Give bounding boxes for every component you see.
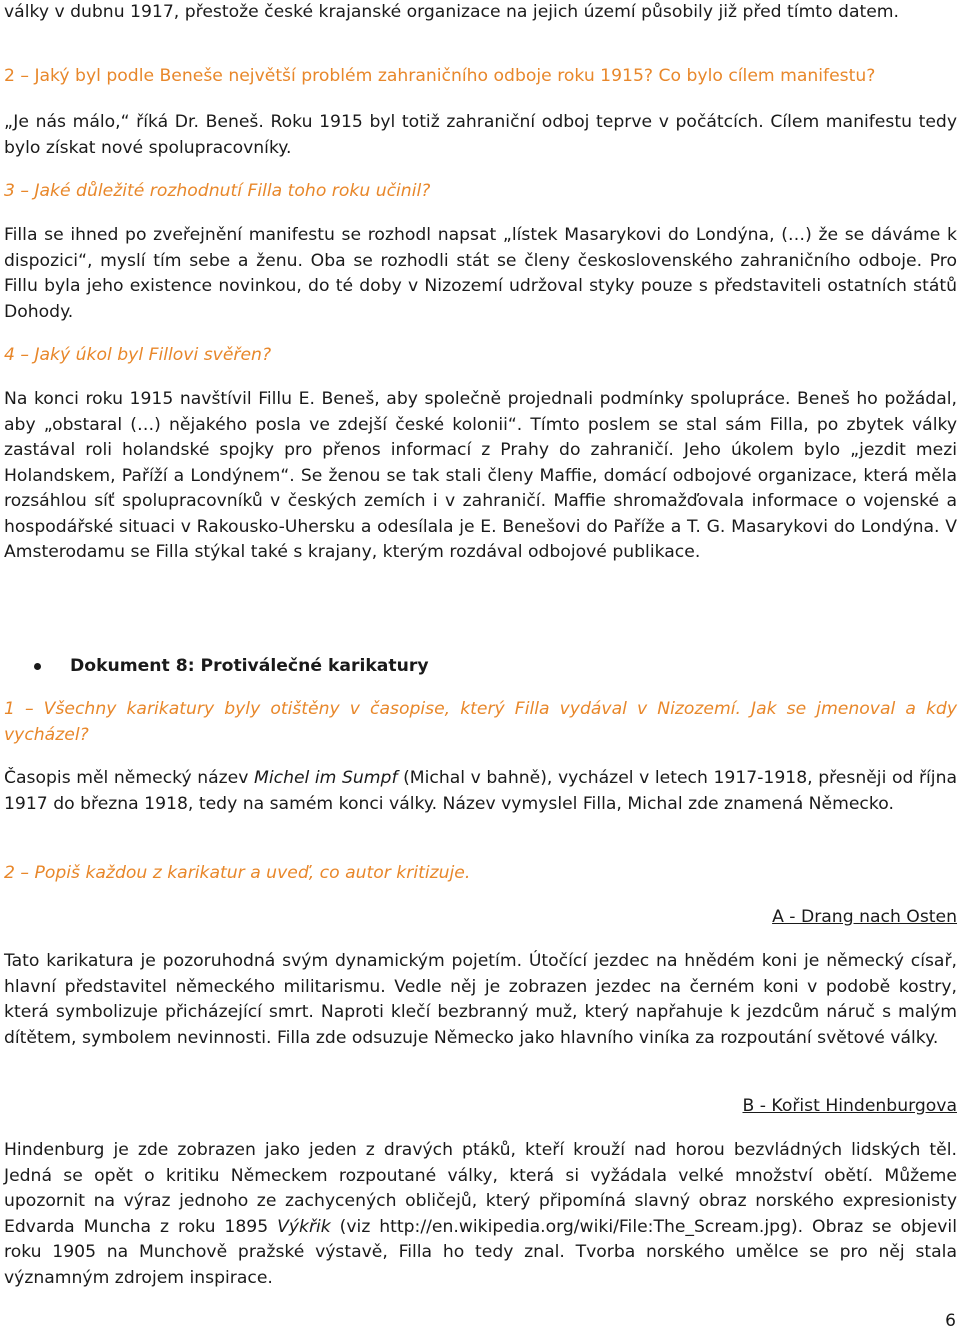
caption-b-wrap (4, 1094, 957, 1120)
question-2: 2 – Jaký byl podle Beneše největší problém zahraničního odboje roku 1915? Co bylo cílem manifestu? (4, 66, 876, 86)
text-b-pre: Hindenburg je zde zobrazen jako jeden z dravých ptáků, kteří krouží nad horou bezvládných lidských těl. Jedná se opět o kritiku Německem rozpoutané války, která si vyžádala velké množství obětí. Můžeme upozornit na výraz jednoho ze zachycených obličejů, který připomíná slavný obraz norského expresionisty Edvarda Muncha z roku 1895 (4, 1140, 957, 1237)
doc-answer-1-post: (Michal v bahně), vycházel v letech 1917-1918, přesněji od října 1917 do března 1918, tedy na samém konci války. Název vymyslel Filla, Michal zde znamená Německo. (4, 768, 957, 814)
document-8-heading (4, 653, 957, 679)
caption-a: A - Drang nach Osten (772, 907, 957, 927)
question-4: 4 – Jaký úkol byl Fillovi svěřen? (4, 345, 272, 365)
answer-3: Filla se ihned po zveřejnění manifestu se rozhodl napsat „lístek Masarykovi do Londýna, (…) že se dáváme k dispozici“, myslí tím sebe a ženu. Oba se rozhodli stát se členy československého zahraničního odboje. Pro Fillu byla jeho existence novinkou, do té doby v Nizozemí udržoval styky pouze s představiteli ostatních států Dohody. (4, 225, 957, 322)
document-8-title: Dokument 8: Protiválečné karikatury (70, 656, 429, 676)
text-b-post: (viz http://en.wikipedia.org/wiki/File:The_Scream.jpg). Obraz se objevil roku 1905 na Munchově pražské výstavě, Filla ho tedy znal. Tvorba norského umělce se pro něj stala významným zdrojem inspirace. (4, 1216, 957, 1288)
answer-2: „Je nás málo,“ říká Dr. Beneš. Roku 1915 byl totiž zahraniční odboj teprve v počátcích. Cílem manifestu tedy bylo získat nové spolupracovníky. (4, 112, 957, 158)
bullet-icon (34, 663, 41, 670)
doc-answer-1-pre: Časopis měl německý název (4, 768, 255, 788)
paragraph-intro: války v dubnu 1917, přestože české krajanské organizace na jejich území působily již před tímto datem. (4, 2, 899, 22)
doc-answer-1 (4, 766, 957, 817)
answer-4: Na konci roku 1915 navštívil Fillu E. Beneš, aby společně projednali podmínky spolupráce. Beneš ho požádal, aby „obstaral (…) nějakého posla ve zdejší české kolonii“. Tímto poslem se stal sám Filla, po zbytek války zastával roli holandské spojky pro přenos informací z Prahy do zahraničí. Jeho úkolem bylo „jezdit mezi Holandskem, Paříží a Londýnem“. Se ženou se tak stali členy Maffie, domácí odbojové organizace, která měla rozsáhlou síť spolupracovníků v českých zemích i v zahraničí. Maffie shromažďovala informace o vojenské a hospodářské situaci v Rakousko-Uhersku a odesílala je E. Benešovi do Paříže a T. G. Masarykovi do Londýna. V Amsterodamu se Filla stýkal také s krajany, kterým rozdával odbojové publikace. (4, 389, 957, 562)
text-b (4, 1138, 957, 1291)
text-a: Tato karikatura je pozoruhodná svým dynamickým pojetím. Útočící jezdec na hnědém koni je německý císař, hlavní představitel německého militarismu. Vedle něj je zobrazen jezdec na černém koni v podobě kostry, která symbolizuje přicházející smrt. Naproti klečí bezbranný muž, který napřahuje k jezdcům náruč s malým dítětem, symbolem nevinnosti. Filla zde odsuzuje Německo jako hlavního viníka za rozpoutání světové války. (4, 951, 957, 1048)
caption-a-wrap (4, 905, 957, 931)
doc-question-2: 2 – Popiš každou z karikatur a uveď, co autor kritizuje. (4, 863, 471, 883)
doc-question-1: 1 – Všechny karikatury byly otištěny v časopise, který Filla vydával v Nizozemí. Jak se jmenoval a kdy vycházel? (4, 699, 957, 745)
question-3: 3 – Jaké důležité rozhodnutí Filla toho roku učinil? (4, 181, 431, 201)
doc-answer-1-magazine: Michel im Sumpf (254, 768, 398, 788)
caption-b: B - Kořist Hindenburgova (742, 1096, 957, 1116)
text-b-painting: Výkřik (277, 1216, 331, 1237)
page-number: 6 (945, 1311, 956, 1331)
